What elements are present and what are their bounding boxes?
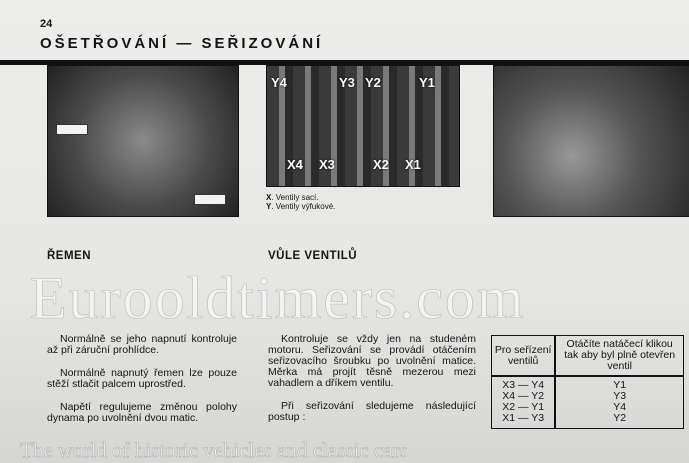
table-cell: X3 — Y4	[502, 379, 545, 391]
valve-label: X1	[405, 157, 421, 172]
figure-caption	[266, 193, 335, 211]
paragraph: Při seřizování sledujeme následující postup :	[268, 400, 476, 423]
page-title: OŠETŘOVÁNÍ — SEŘIZOVÁNÍ	[40, 35, 324, 52]
table-cell: Y1	[555, 376, 683, 391]
adjustment-photo	[493, 65, 689, 217]
table-cell: Y3	[555, 391, 683, 402]
valve-label: Y1	[419, 75, 435, 90]
caption-text: . Ventily výfukové.	[271, 202, 336, 211]
valve-label: Y4	[271, 75, 287, 90]
table-cell: X1 — Y3	[502, 412, 545, 424]
paragraph: Kontroluje se vždy jen na studeném motoru. Seřizování se provádí otáčením seřizovacího šroubku po uvolnění matice. Měrka má projít těsně mezerou mezi vahadlem a dříkem ventilu.	[268, 333, 476, 389]
valve-label: X3	[319, 157, 335, 172]
paragraph: Normálně se jeho napnutí kontroluje až při záruční prohlídce.	[47, 333, 237, 356]
valves-photo	[266, 65, 460, 187]
valve-label: Y3	[339, 75, 355, 90]
belt-text	[47, 334, 237, 436]
table-cell: Y4	[555, 402, 683, 413]
caption-key: Y	[266, 202, 272, 211]
valve-label: X4	[287, 157, 303, 172]
arrow-icon	[194, 194, 226, 205]
table-row	[492, 413, 684, 429]
belt-photo	[47, 65, 239, 217]
caption-text: . Ventily sací.	[271, 193, 319, 202]
valve-order-table	[491, 335, 684, 429]
table-header: Pro seřízení ventilů	[492, 336, 556, 377]
caption-key: X	[266, 193, 272, 202]
section-heading-belt: ŘEMEN	[47, 250, 92, 262]
valve-label: X2	[373, 157, 389, 172]
paragraph: Normálně napnutý řemen lze pouze stěží stlačit palcem uprostřed.	[47, 367, 237, 390]
paragraph: Napětí regulujeme změnou polohy dynama po uvolnění dvou matic.	[47, 401, 237, 424]
table-header: Otáčíte natáčecí klikou tak aby byl plně otevřen ventil	[555, 336, 683, 377]
section-heading-valves: VŮLE VENTILŮ	[268, 250, 358, 262]
table-cell: X4 — Y2	[502, 390, 545, 402]
table-row	[492, 376, 684, 391]
page-number: 24	[40, 18, 53, 30]
watermark-brand: Eurooldtimers.com	[30, 265, 526, 331]
watermark-tagline: The world of historic vehicles and classic cars	[20, 438, 408, 462]
table-cell: X2 — Y1	[502, 401, 545, 413]
valve-label: Y2	[365, 75, 381, 90]
arrow-icon	[56, 124, 88, 135]
table-cell: Y2	[555, 413, 683, 429]
valves-text	[268, 334, 476, 423]
